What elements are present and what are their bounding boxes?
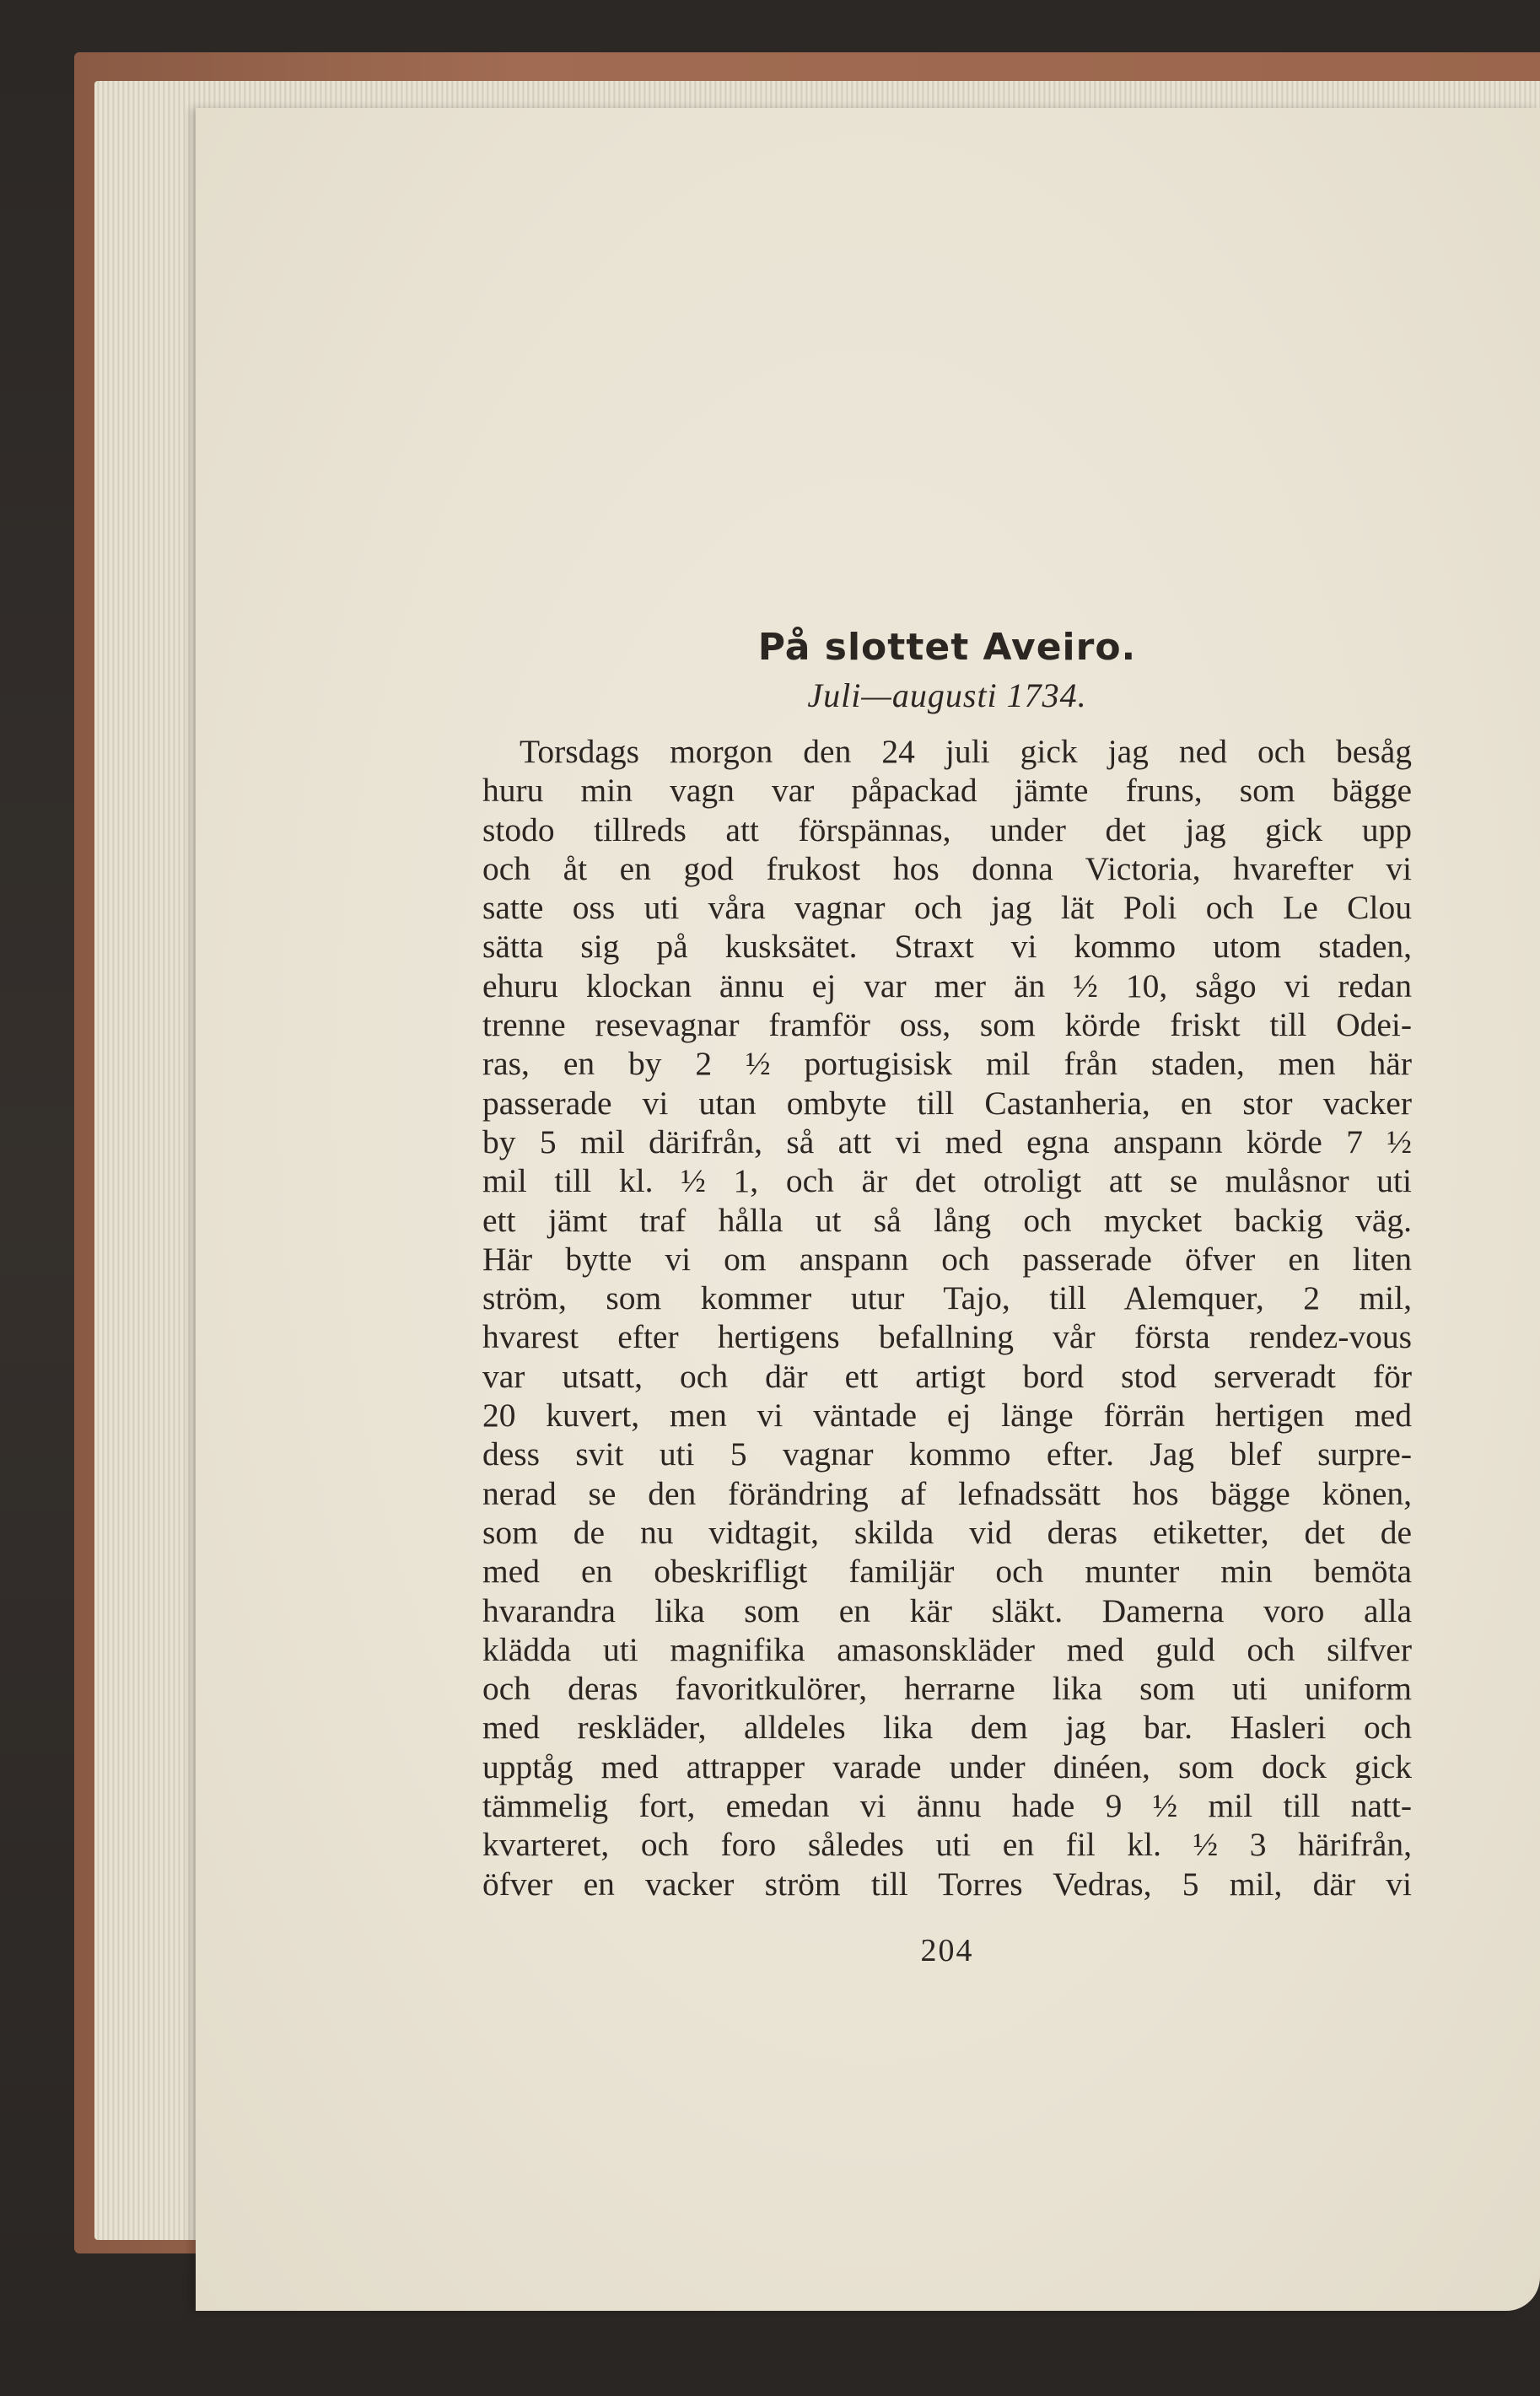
text-line: hvarandra lika som en kär släkt. Damerna voro alla: [482, 1591, 1412, 1629]
text-line: Torsdags morgon den 24 juli gick jag ned och besåg: [520, 733, 1412, 770]
text-line: Här bytte vi om anspann och passerade öfver en liten: [482, 1240, 1412, 1278]
text-line: huru min vagn var påpackad jämte fruns, som bägge: [482, 772, 1412, 810]
body-paragraph: [482, 732, 1412, 1903]
text-line: ras, en by 2 ½ portugisisk mil från staden, men här: [482, 1045, 1412, 1083]
page-number: 204: [920, 1932, 974, 1968]
text-line: stodo tillreds att förspännas, under det jag gick upp: [482, 810, 1412, 848]
chapter-title: På slottet Aveiro.: [757, 626, 1137, 669]
text-line: upptåg med attrapper varade under dinéen, som dock gick: [482, 1747, 1412, 1785]
text-line: ehuru klockan ännu ej var mer än ½ 10, sågo vi redan: [482, 966, 1412, 1004]
text-line: kvarteret, och foro således uti en fil kl. ½ 3 härifrån,: [482, 1826, 1412, 1864]
text-line: klädda uti magnifika amasonskläder med guld och silfver: [482, 1630, 1412, 1668]
text-line: mil till kl. ½ 1, och är det otroligt att se mulåsnor uti: [482, 1162, 1412, 1200]
text-line: var utsatt, och där ett artigt bord stod serveradt för: [482, 1357, 1412, 1395]
text-line: passerade vi utan ombyte till Castanheria, en stor vacker: [482, 1084, 1412, 1122]
text-line: och deras favoritkulörer, herrarne lika som uti uniform: [482, 1670, 1412, 1708]
text-line: med reskläder, alldeles lika dem jag bar. Hasleri och: [482, 1709, 1412, 1747]
text-line: satte oss uti våra vagnar och jag lät Poli och Le Clou: [482, 889, 1412, 927]
text-line: by 5 mil därifrån, så att vi med egna anspann körde 7 ½: [482, 1123, 1412, 1160]
text-line: öfver en vacker ström till Torres Vedras, 5 mil, där vi: [482, 1865, 1412, 1903]
text-line: ström, som kommer utur Tajo, till Alemquer, 2 mil,: [482, 1279, 1412, 1317]
text-line: 20 kuvert, men vi väntade ej länge förrän hertigen med: [482, 1397, 1412, 1435]
text-line: sätta sig på kusksätet. Straxt vi kommo utom staden,: [482, 928, 1412, 966]
text-line: hvarest efter hertigens befallning vår första rendez-vous: [482, 1318, 1412, 1356]
text-line: dess svit uti 5 vagnar kommo efter. Jag blef surpre-: [482, 1435, 1412, 1473]
text-line: ett jämt traf hålla ut så lång och mycket backig väg.: [482, 1201, 1412, 1239]
text-line: nerad se den förändring af lefnadssätt hos bägge könen,: [482, 1474, 1412, 1512]
text-line: och åt en god frukost hos donna Victoria, hvarefter vi: [482, 849, 1412, 887]
chapter-date-subtitle: Juli—augusti 1734.: [807, 676, 1087, 714]
text-line: trenne resevagnar framför oss, som körde friskt till Odei-: [482, 1006, 1412, 1044]
text-line: som de nu vidtagit, skilda vid deras etiketter, det de: [482, 1513, 1412, 1551]
page-content: [482, 624, 1412, 1969]
text-line: tämmelig fort, emedan vi ännu hade 9 ½ mil till natt-: [482, 1787, 1412, 1825]
text-line: med en obeskrifligt familjär och munter min bemöta: [482, 1553, 1412, 1591]
